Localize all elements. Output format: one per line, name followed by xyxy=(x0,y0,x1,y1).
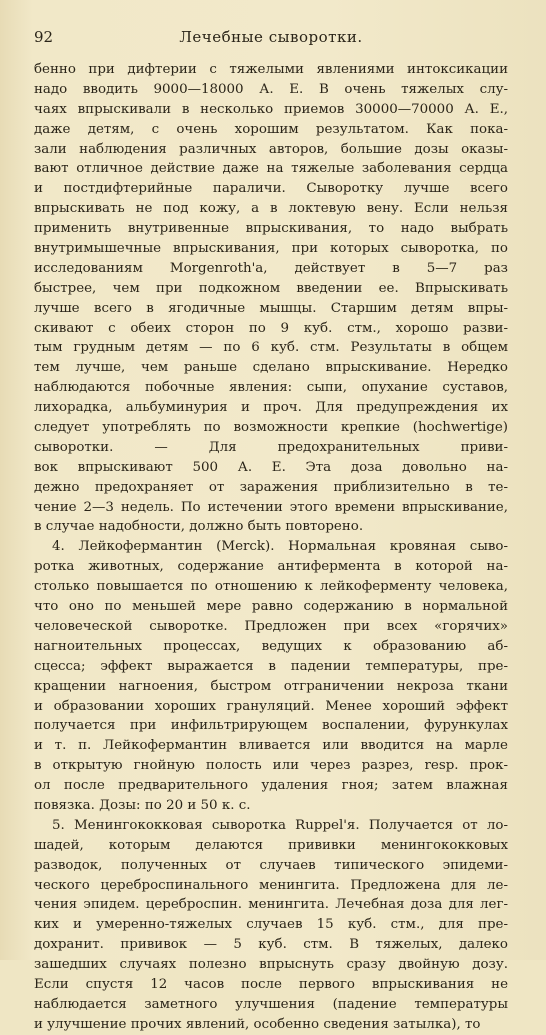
text-line: и т. п. Лейкофермантин вливается или вводится на марле xyxy=(34,738,508,754)
text-line: человеческой сыворотке. Предложен при всех «горячих» xyxy=(34,618,508,634)
text-line: тым грудным детям — по 6 куб. стм. Результаты в общем xyxy=(34,340,508,356)
text-line: следует употреблять по возможности крепкие (hochwertige) xyxy=(34,420,508,436)
text-line: чение 2—3 недель. По истечении этого времени впрыскивание, xyxy=(34,499,508,515)
text-line: наблюдаются побочные явления: сыпи, опухание суставов, xyxy=(34,380,508,396)
text-line: нагноительных процессах, ведущих к образованию аб- xyxy=(34,638,508,654)
text-line: зашедших случаях полезно впрыснуть сразу двойную дозу. xyxy=(34,957,508,973)
text-line: шадей, которым делаются прививки менингококковых xyxy=(34,837,508,853)
text-line: дохранит. прививок — 5 куб. стм. В тяжелых, далеко xyxy=(34,937,508,953)
text-line: впрыскивать не под кожу, а в локтевую вену. Если нельзя xyxy=(34,201,508,217)
text-line: чения эпидем. цереброспин. менингита. Лечебная доза для лег- xyxy=(34,897,508,913)
text-line: и образовании хороших грануляций. Менее хороший эффект xyxy=(34,698,508,714)
text-line: исследованиям Morgenroth'a, действует в 5—7 раз xyxy=(34,260,508,276)
text-line: применить внутривенные впрыскивания, то надо выбрать xyxy=(34,221,508,237)
text-line: бенно при дифтерии с тяжелыми явлениями интоксикации xyxy=(34,62,508,77)
text-line: зали наблюдения различных авторов, большие дозы оказы- xyxy=(34,141,508,157)
text-line: получается при инфильтрирующем воспалении, фурункулах xyxy=(34,718,508,734)
text-line: разводок, полученных от случаев типического эпидеми- xyxy=(34,857,508,873)
text-line: 4. Лейкофермантин (Merck). Нормальная кровяная сыво- xyxy=(52,539,508,555)
text-line: дежно предохраняет от заражения приблизительно в те- xyxy=(34,479,508,495)
text-line: лихорадка, альбуминурия и проч. Для предупреждения их xyxy=(34,400,508,416)
text-line: столько повышается по отношению к лейкоферменту человека, xyxy=(34,579,508,595)
text-line: тем лучше, чем раньше сделано впрыскивание. Нередко xyxy=(34,360,508,376)
paragraph-2 xyxy=(34,537,508,815)
page-body xyxy=(34,60,508,1035)
text-line: и улучшение прочих явлений, особенно сведения затылка), то xyxy=(34,1016,481,1032)
text-line: ротка животных, содержание антифермента в которой на- xyxy=(34,559,508,575)
text-line: и постдифтерийные параличи. Сыворотку лучше всего xyxy=(34,181,508,197)
text-line: ких и умеренно-тяжелых случаев 15 куб. стм., для пре- xyxy=(34,917,508,933)
paragraph-1 xyxy=(34,60,508,537)
text-line: лучше всего в ягодичные мышцы. Старшим детям впры- xyxy=(34,300,508,316)
text-line: что оно по меньшей мере равно содержанию в нормальной xyxy=(34,599,508,615)
text-line: ческого цереброспинального менингита. Предложена для ле- xyxy=(34,877,508,893)
text-line: вок впрыскивают 500 А. Е. Эта доза довольно на- xyxy=(34,459,508,475)
text-line: кращении нагноения, быстром отграничении некроза ткани xyxy=(34,678,508,694)
text-line: сцесса; эффект выражается в падении температуры, пре- xyxy=(34,658,508,674)
text-line: вают отличное действие даже на тяжелые заболевания сердца xyxy=(34,161,508,177)
text-line: надо вводить 9000—18000 А. Е. В очень тяжелых слу- xyxy=(34,81,508,97)
paragraph-3 xyxy=(34,816,508,1035)
text-line: 5. Менингококковая сыворотка Ruppel'я. Получается от ло- xyxy=(52,817,508,833)
text-line: чаях впрыскивали в несколько приемов 30000—70000 А. Е., xyxy=(34,101,508,117)
text-line: сыворотки. — Для предохранительных приви- xyxy=(34,439,508,455)
text-line: быстрее, чем при подкожном введении ее. Впрыскивать xyxy=(34,280,508,296)
page-header xyxy=(34,28,508,50)
text-line: ол после предварительного удаления гноя; затем влажная xyxy=(34,778,508,794)
text-line: даже детям, с очень хорошим результатом. Как пока- xyxy=(34,121,508,137)
page-number: 92 xyxy=(34,28,54,46)
text-line: повязка. Дозы: по 20 и 50 к. с. xyxy=(34,797,251,813)
text-line: в открытую гнойную полость или через разрез, resp. прок- xyxy=(34,758,508,774)
text-line: внутримышечные впрыскивания, при которых сыворотка, по xyxy=(34,241,508,257)
text-line: наблюдается заметного улучшения (падение температуры xyxy=(34,996,508,1012)
text-line: Если спустя 12 часов после первого впрыскивания не xyxy=(34,976,508,992)
text-line: в случае надобности, должно быть повторено. xyxy=(34,519,364,535)
text-line: скивают с обеих сторон по 9 куб. стм., хорошо разви- xyxy=(34,320,508,336)
running-title: Лечебные сыворотки. xyxy=(179,28,363,46)
